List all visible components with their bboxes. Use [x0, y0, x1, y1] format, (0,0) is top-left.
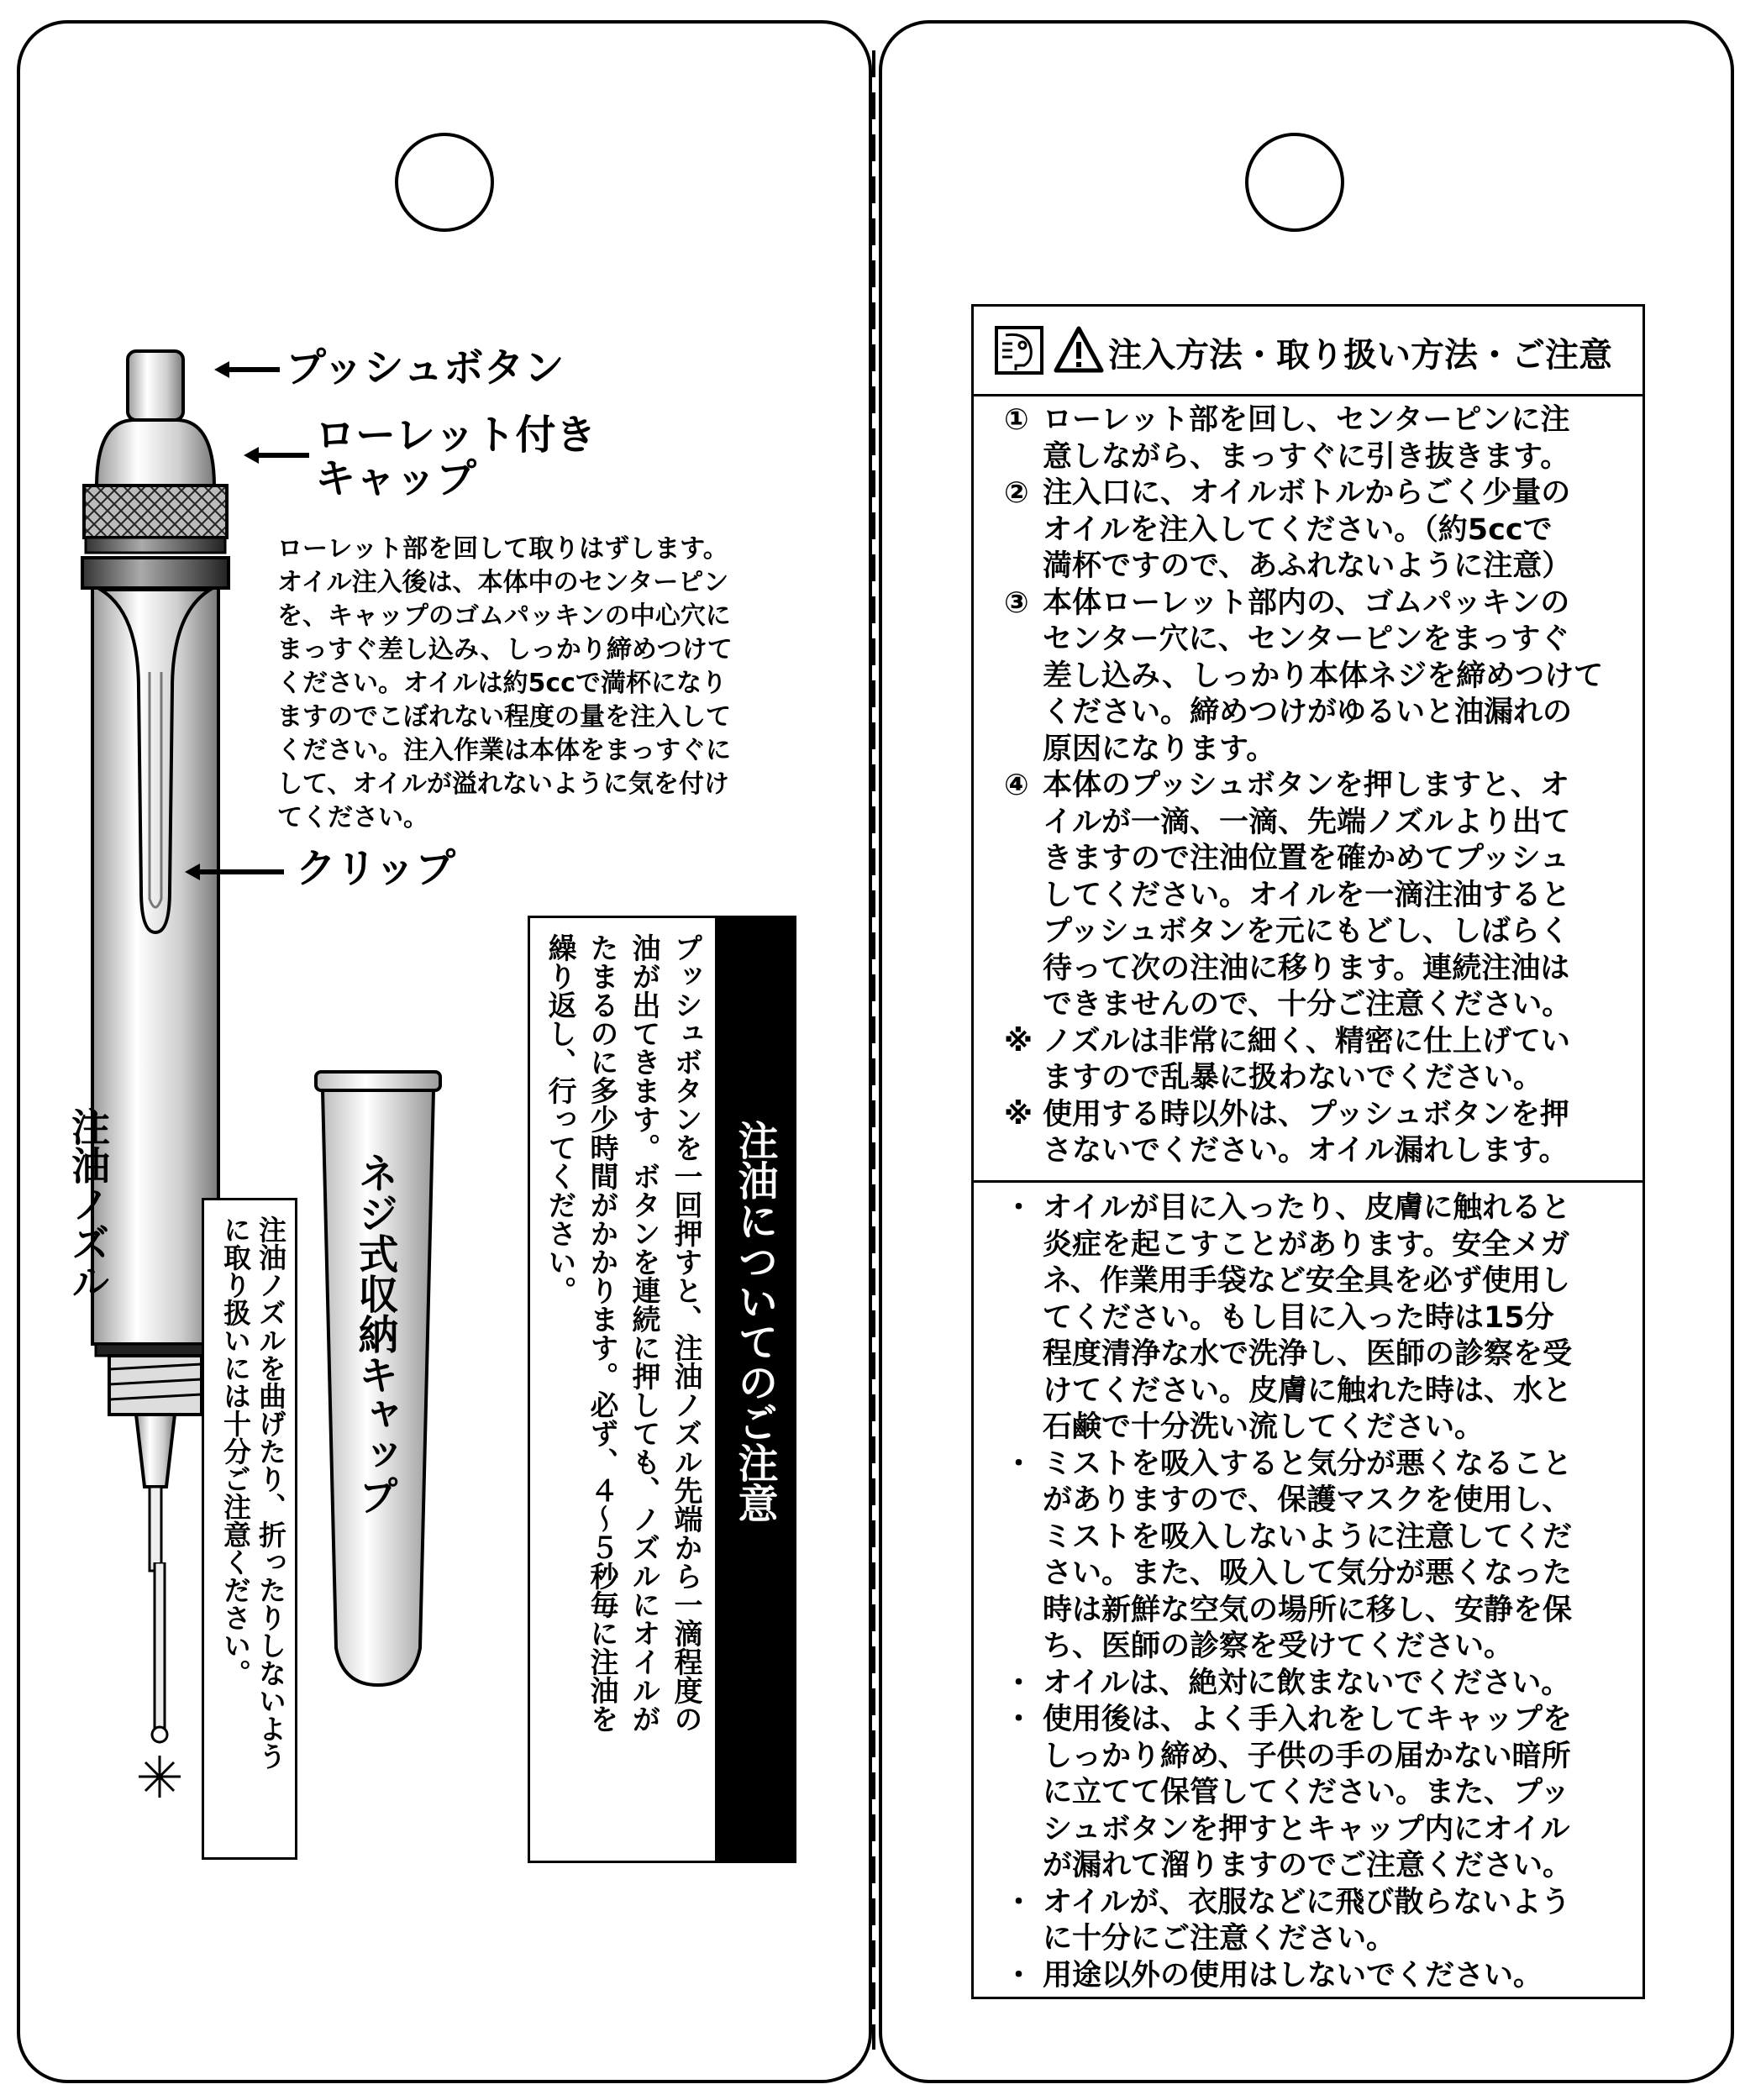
warning-icon — [1053, 325, 1105, 374]
step-item: ① ローレット部を回し、センターピンに注 意しながら、まっすぐに引き抜きます。 — [1004, 403, 1570, 474]
oiling-caution-box — [528, 916, 796, 1863]
clip-label: クリップ — [296, 845, 456, 892]
instructions-header — [974, 307, 1643, 396]
instructions-box — [971, 304, 1645, 1999]
oiling-caution-text: プッシュボタンを一回押すと、注油ノズル先端から一滴程度の 油が出てきます。ボタンを連続に押しても、ノズルにオイルが たまるのに多少時間がかかります。必ず、４〜５秒毎に注油を 繰り返し、行ってください。 — [543, 933, 702, 1733]
caution-item: ・ オイルは、絶対に飲まないでください。 — [1004, 1666, 1571, 1700]
oiling-caution-title-bar — [715, 918, 794, 1861]
screw-cap-label: ネジ式収納キャップ — [351, 1152, 398, 1515]
nozzle-label: 注油ノズル — [66, 1107, 111, 1300]
steps-section — [1004, 402, 1617, 1170]
caution-item: ・ オイルが目に入ったり、皮膚に触れると 炎症を起こすことがあります。安全メガ ネ、作業用手袋など安全具を必ず使用し てください。もし目に入った時は15分 程度清浄な水で洗浄し、医師の診察を受 けてください。皮膚に触れた時は、水と 石鹸で十分洗い流してください。 — [1004, 1191, 1573, 1444]
needle-illustration — [134, 1562, 185, 1798]
arrow-knurled-cap — [244, 445, 311, 465]
knurled-cap-label-line2: キャップ — [315, 455, 477, 502]
instructions-title: 注入方法・取り扱い方法・ご注意 — [1108, 336, 1612, 375]
step-item: ③ 本体ローレット部内の、ゴムパッキンの センター穴に、センターピンをまっすぐ 差し込み、しっかり本体ネジを締めつけて ください。締めつけがゆるいと油漏れの 原因になります。 — [1004, 585, 1604, 766]
oiling-caution-title: 注油についてのご注意 — [731, 1120, 778, 1523]
caution-item: ・ オイルが、衣服などに飛び散らないよう に十分にご注意ください。 — [1004, 1885, 1571, 1956]
caution-item: ・ ミストを吸入すると気分が悪くなること がありますので、保護マスクを使用し、 ミストを吸入しないように注意してくだ さい。また、吸入して気分が悪くなった 時は新鮮な空気の場所に移し、安静を保 ち、医師の診察を受けてください。 — [1004, 1446, 1573, 1663]
arrow-push-button — [214, 360, 281, 380]
push-button-label: プッシュボタン — [286, 344, 565, 391]
caution-item: ・ 使用後は、よく手入れをしてキャップを しっかり締め、子供の手の届かない暗所 に立てて保管してください。また、プッ シュボタンを押すとキャップ内にオイル が漏れて溜りますのでご注意ください。 — [1004, 1703, 1573, 1882]
note-item: ※ ノズルは非常に細く、精密に仕上げてい ますので乱暴に扱わないでください。 — [1004, 1024, 1570, 1095]
knurl-description: ローレット部を回して取りはずします。 オイル注入後は、本体中のセンターピン を、キャップのゴムパッキンの中心穴に まっすぐ差し込み、しっかり締めつけて ください。オイルは約5ccで満杯になり ますのでこぼれない程度の量を注入して ください。注入作業は本体をまっすぐに して、オイルが溢れないように気を付け てください。 — [277, 534, 733, 832]
left-hang-hole — [395, 133, 494, 232]
nozzle-handling-note: 注油ノズルを曲げたり、折ったりしないよう に取り扱いには十分ご注意ください。 — [202, 1198, 297, 1860]
step-item: ④ 本体のプッシュボタンを押しますと、オ イルが一滴、一滴、先端ノズルより出て きますので注油位置を確かめてプッシュ してください。オイルを一滴注油すると プッシュボタンを元にもどし、しばらく 待って次の注油に移ります。連続注油は できませんので、十分ご注意ください。 — [1004, 769, 1572, 1021]
cautions-section — [1004, 1190, 1617, 1994]
note-item: ※ 使用する時以外は、プッシュボタンを押 さないでください。オイル漏れします。 — [1004, 1097, 1569, 1168]
perforation-line — [865, 50, 882, 2050]
arrow-clip — [185, 862, 286, 882]
knurled-cap-label-line1: ローレット付き — [315, 412, 597, 459]
step-item: ② 注入口に、オイルボトルからごく少量の オイルを注入してください。（約5ccで 満杯ですので、あふれないように注意） — [1004, 476, 1572, 583]
section-divider — [974, 1180, 1643, 1183]
caution-item: ・ 用途以外の使用はしないでください。 — [1004, 1958, 1543, 1992]
read-manual-icon — [994, 325, 1044, 375]
right-hang-hole — [1245, 133, 1344, 232]
